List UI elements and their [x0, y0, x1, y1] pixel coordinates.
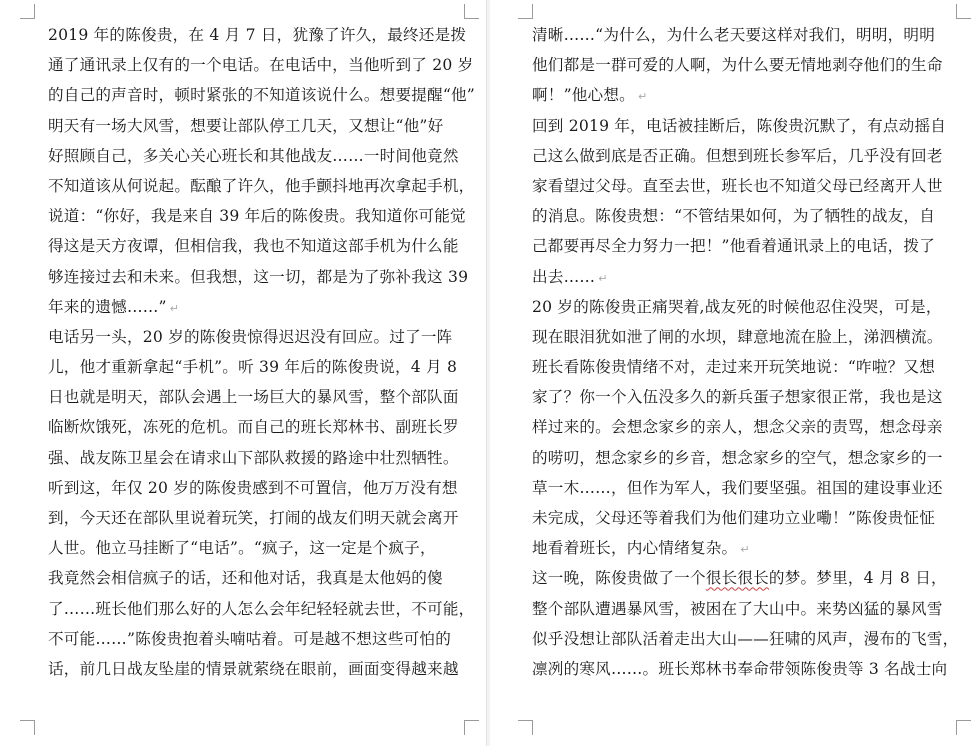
text-line: 儿，他才重新拿起“手机”。听 39 年后的陈俊贵说，4 月 8 [48, 358, 458, 377]
body-text-left[interactable] [48, 20, 475, 684]
text-line: 说道：“你好，我是来自 39 年后的陈俊贵。我知道你可能觉 [48, 207, 466, 226]
text-line: 年来的遗憾……” ↵ [48, 297, 180, 316]
text-line: 明天有一场大风雪，想要让部队停工几天，又想让“他”好 [48, 116, 444, 135]
text-line: 通了通讯录上仅有的一个电话。在电话中，当他听到了 20 岁 [48, 56, 474, 75]
text-line: 家看望过父母。直至去世，班长也不知道父母已经离开人世 [532, 176, 943, 195]
text-line: 我竟然会相信疯子的话，还和他对话，我真是太他妈的傻 [48, 569, 443, 588]
text-line: 他们都是一群可爱的人啊，为什么要无情地剥夺他们的生命 [532, 56, 943, 75]
text-line: 的唠叨，想念家乡的乡音，想念家乡的空气，想念家乡的一 [532, 448, 943, 467]
paragraph-mark-icon: ↵ [637, 90, 648, 104]
text-line: 好照顾自己，多关心关心班长和其他战友……一时间他竟然 [48, 146, 459, 165]
crop-mark-top-right [464, 4, 479, 19]
text-line: 家了？你一个入伍没多久的新兵蛋子想家很正常，我也是这 [532, 388, 943, 407]
text-line: 未完成，父母还等着我们为他们建功立业嘞！”陈俊贵怔怔 [532, 509, 936, 527]
crop-mark-top-left [20, 4, 35, 19]
text-line: 草一木……，但作为军人，我们要坚强。祖国的建设事业还 [532, 478, 943, 497]
text-line: 这一晚，陈俊贵做了一个很长很长的梦。梦里，4 月 8 日， [532, 569, 947, 588]
crop-mark-top-left [518, 4, 533, 19]
text-line: 日也就是明天，部队会遇上一场巨大的暴风雪，整个部队面 [48, 388, 459, 407]
spellcheck-underline[interactable]: 很长很长 [705, 569, 769, 588]
text-line: 强、战友陈卫星会在请求山下部队救援的路途中壮烈牺牲。 [48, 448, 459, 467]
crop-mark-bottom-right [464, 720, 479, 735]
document-page-right [490, 0, 979, 746]
text-line: 不知道该从何说起。酝酿了许久，他手颤抖地再次拿起手机， [48, 176, 475, 195]
text-line: 己都要再尽全力努力一把！”他看着通讯录上的电话，拨了 [532, 237, 936, 256]
text-line: 的自己的声音时，顿时紧张的不知道该说什么。想要提醒“他” [48, 86, 475, 105]
text-line: 班长看陈俊贵情绪不对，走过来开玩笑地说：“咋啦？又想 [532, 358, 936, 377]
text-line: 人世。他立马挂断了“电话”。“疯子，这一定是个疯子， [48, 539, 436, 558]
crop-mark-bottom-left [518, 720, 533, 735]
paragraph-mark-icon: ↵ [598, 271, 608, 285]
text-line: 听到这，年仅 20 岁的陈俊贵感到不可置信，他万万没有想 [48, 478, 458, 497]
text-line: 出去…… ↵ [532, 267, 608, 286]
text-line: 电话另一头，20 岁的陈俊贵惊得迟迟没有回应。过了一阵 [48, 327, 453, 346]
crop-mark-bottom-right [956, 720, 971, 735]
text-line: 话，前几日战友坠崖的情景就萦绕在眼前，画面变得越来越 [48, 659, 459, 678]
text-line: 回到 2019 年，电话被挂断后，陈俊贵沉默了，有点动摇自 [532, 116, 947, 135]
text-line: 现在眼泪犹如泄了闸的水坝，肆意地流在脸上，涕泗横流。 [532, 327, 943, 346]
text-line: 凛冽的寒风……。班长郑林书奉命带领陈俊贵等 3 名战士向 [532, 659, 948, 678]
text-line: 的消息。陈俊贵想：“不管结果如何，为了牺牲的战友，自 [532, 207, 936, 226]
text-line: 不可能……”陈俊贵抱着头喃咕着。可是越不想这些可怕的 [48, 629, 452, 648]
text-line: 样过来的。会想念家乡的亲人，想念父亲的责骂，想念母亲 [532, 418, 943, 437]
text-line: 整个部队遭遇暴风雪，被困在了大山中。来势凶猛的暴风雪 [532, 599, 943, 618]
text-line: 到，今天还在部队里说着玩笑，打闹的战友们明天就会离开 [48, 509, 459, 527]
text-line: 临断炊饿死，冻死的危机。而自己的班长郑林书、副班长罗 [48, 418, 459, 437]
text-line: 啊！”他心想。 ↵ [532, 86, 648, 105]
paragraph-mark-icon: ↵ [169, 301, 180, 315]
text-line: 似乎没想让部队活着走出大山——狂啸的风声，漫布的飞雪， [532, 629, 959, 648]
paragraph-mark-icon: ↵ [740, 543, 750, 557]
text-line: 20 岁的陈俊贵正痛哭着,战友死的时候他忍住没哭，可是， [532, 297, 942, 316]
text-line: 地看着班长，内心情绪复杂。 ↵ [532, 539, 750, 558]
body-text-right[interactable] [532, 20, 958, 684]
text-line: 够连接过去和未来。但我想，这一切，都是为了弥补我这 39 [48, 267, 469, 286]
text-line: 己这么做到底是否正确。但想到班长参军后，几乎没有回老 [532, 146, 943, 165]
text-line: 得这是天方夜谭，但相信我，我也不知道这部手机为什么能 [48, 237, 459, 256]
crop-mark-bottom-left [20, 720, 35, 735]
text-line: 2019 年的陈俊贵，在 4 月 7 日，犹豫了许久，最终还是拨 [48, 26, 467, 44]
crop-mark-top-right [956, 4, 971, 19]
text-line: 了……班长他们那么好的人怎么会年纪轻轻就去世，不可能， [48, 599, 475, 618]
text-line: 清晰……“为什么，为什么老天要这样对我们，明明，明明 [532, 26, 936, 44]
